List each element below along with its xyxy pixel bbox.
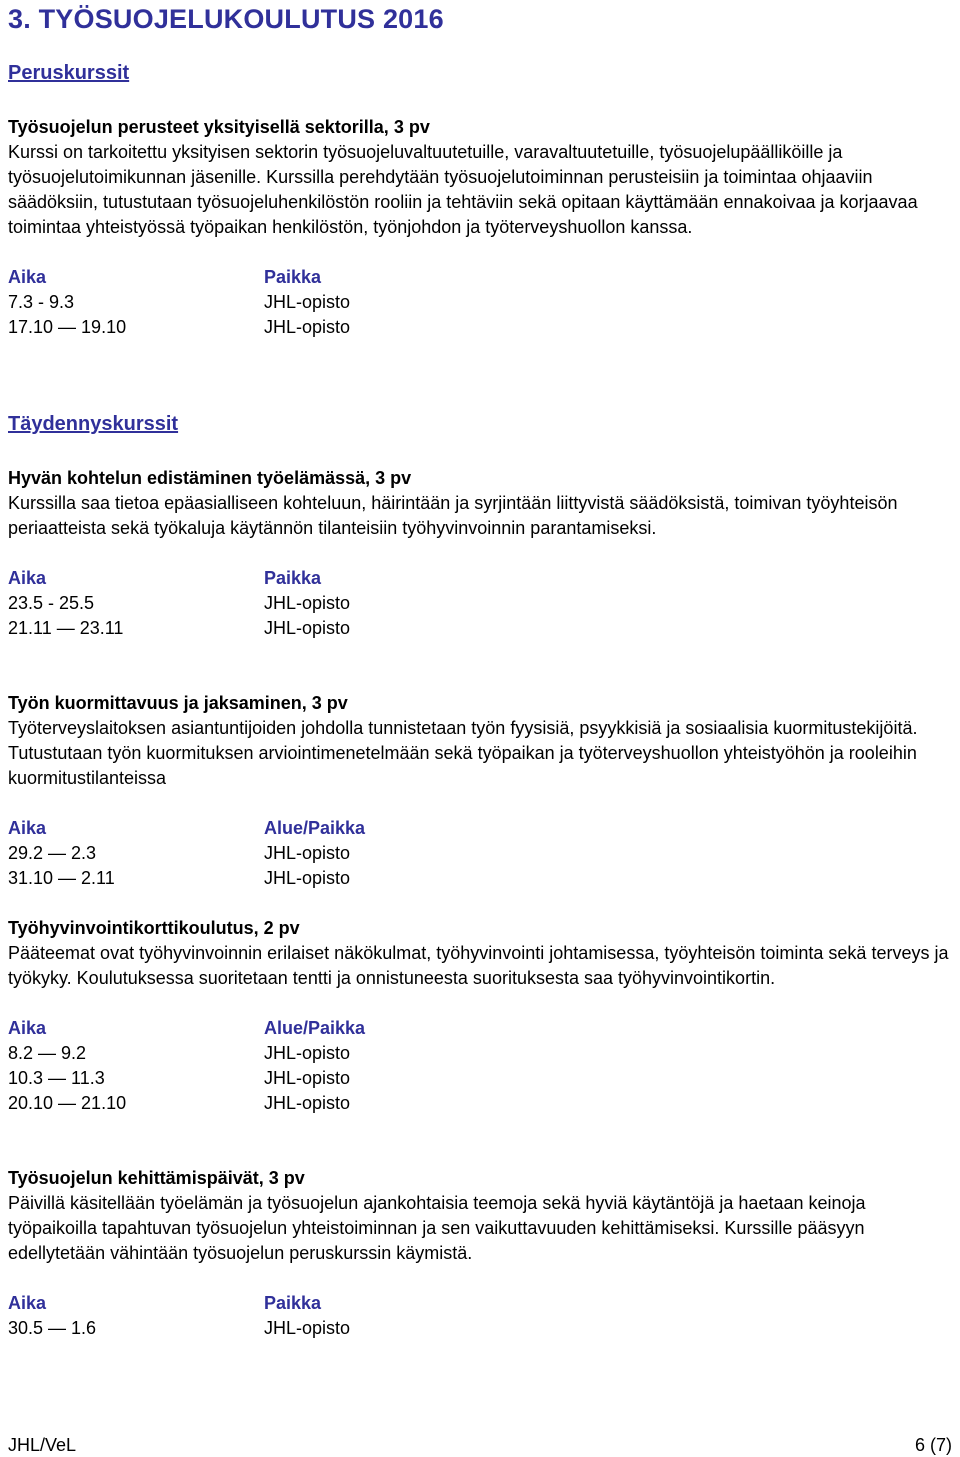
course-description: Työterveyslaitoksen asiantuntijoiden johdolla tunnistetaan työn fyysisiä, psyykkisiä ja sosiaalisia kuormitustekijöitä. Tutustutaan työn kuormituksen arviointimenetelmään sekä työpaikan ja työterveyshuollon yhteistyöhön ja rooleihin kuormitustilanteissa [8,718,918,788]
schedule-header-time: Aika [8,568,47,588]
schedule-header-time: Aika [8,1018,47,1038]
schedule-header [8,1016,952,1041]
schedule-header [8,265,952,290]
schedule-place: JHL-opisto [264,317,351,337]
schedule-place: JHL-opisto [264,843,351,863]
schedule-header-place: Paikka [264,568,322,588]
schedule-date: 21.11 — 23.11 [8,618,124,638]
schedule-header [8,816,952,841]
schedule-place: JHL-opisto [264,1068,351,1088]
schedule-header [8,566,952,591]
schedule-table [8,566,952,641]
course-block [8,691,952,891]
page-number: 6 (7) [914,1435,952,1455]
course-description: Kurssilla saa tietoa epäasialliseen kohteluun, häirintään ja syrjintään liittyvistä säädöksistä, toimivan työyhteisön periaatteista sekä työkaluja käytännön tilanteisiin työhyvinvoinnin parantamiseksi. [8,493,898,538]
schedule-date: 30.5 — 1.6 [8,1318,97,1338]
schedule-row [8,1066,952,1091]
page-footer [8,1435,952,1456]
schedule-header-time: Aika [8,267,47,287]
course-description: Päivillä käsitellään työelämän ja työsuojelun ajankohtaisia teemoja sekä hyviä käytäntöjä ja haetaan keinoja työpaikoilla tapahtuvan työsuojelun yhteistoiminnan ja sen vaikuttavuuden kehittämiseksi. Kurssille pääsyyn edellytetään vähintään työsuojelun peruskurssin käymistä. [8,1193,866,1263]
schedule-header-time: Aika [8,818,47,838]
schedule-place: JHL-opisto [264,292,351,312]
course-title: Työsuojelun perusteet yksityisellä sektorilla, 3 pv [8,117,430,137]
course-title: Hyvän kohtelun edistäminen työelämässä, 3 pv [8,468,412,488]
schedule-row [8,1091,952,1116]
schedule-place: JHL-opisto [264,1093,351,1113]
schedule-table [8,265,952,340]
schedule-header-place: Alue/Paikka [264,1018,366,1038]
schedule-row [8,841,952,866]
footer-organization: JHL/VeL [8,1435,77,1455]
schedule-place: JHL-opisto [264,593,351,613]
section-title-peruskurssit: Peruskurssit [8,62,130,84]
schedule-date: 29.2 — 2.3 [8,843,97,863]
schedule-row [8,1041,952,1066]
schedule-place: JHL-opisto [264,1318,351,1338]
schedule-table [8,816,952,891]
course-block [8,1166,952,1341]
schedule-date: 20.10 — 21.10 [8,1093,127,1113]
page-title: 3. TYÖSUOJELUKOULUTUS 2016 [8,4,444,34]
course-block [8,916,952,1116]
schedule-header-place: Alue/Paikka [264,818,366,838]
schedule-date: 17.10 — 19.10 [8,317,127,337]
schedule-header-place: Paikka [264,267,322,287]
course-title: Työhyvinvointikorttikoulutus, 2 pv [8,918,300,938]
schedule-place: JHL-opisto [264,868,351,888]
schedule-date: 10.3 — 11.3 [8,1068,105,1088]
schedule-date: 7.3 - 9.3 [8,292,75,312]
course-title: Työn kuormittavuus ja jaksaminen, 3 pv [8,693,348,713]
schedule-header-time: Aika [8,1293,47,1313]
section-title-taydennyskurssit: Täydennyskurssit [8,413,179,435]
schedule-row [8,866,952,891]
course-description: Kurssi on tarkoitettu yksityisen sektorin työsuojeluvaltuutetuille, varavaltuutetuille, työsuojelupäälliköille ja työsuojelutoimikunnan jäsenille. Kurssilla perehdytään työsuojelutoiminnan perusteisiin ja toimintaa ohjaaviin säädöksiin, tutustutaan työsuojeluhenkilöstön rooliin ja tehtäviin sekä opitaan käyttämään ennakoivaa ja korjaavaa toimintaa yhteistyössä työpaikan henkilöstön, työnjohdon ja työterveyshuollon kanssa. [8,142,918,237]
schedule-row [8,616,952,641]
schedule-table [8,1291,952,1341]
schedule-header-place: Paikka [264,1293,322,1313]
schedule-date: 31.10 — 2.11 [8,868,115,888]
course-description: Pääteemat ovat työhyvinvoinnin erilaiset näkökulmat, työhyvinvointi johtamisessa, työyhteisön toiminta sekä terveys ja työkyky. Koulutuksessa suoritetaan tentti ja onnistuneesta suorituksesta saa työhyvinvointikortin. [8,943,949,988]
schedule-row [8,315,952,340]
schedule-place: JHL-opisto [264,1043,351,1063]
course-title: Työsuojelun kehittämispäivät, 3 pv [8,1168,305,1188]
course-block [8,466,952,641]
schedule-row [8,290,952,315]
schedule-place: JHL-opisto [264,618,351,638]
schedule-date: 23.5 - 25.5 [8,593,95,613]
schedule-table [8,1016,952,1116]
schedule-row [8,591,952,616]
schedule-date: 8.2 — 9.2 [8,1043,87,1063]
schedule-row [8,1316,952,1341]
schedule-header [8,1291,952,1316]
course-block [8,115,952,340]
